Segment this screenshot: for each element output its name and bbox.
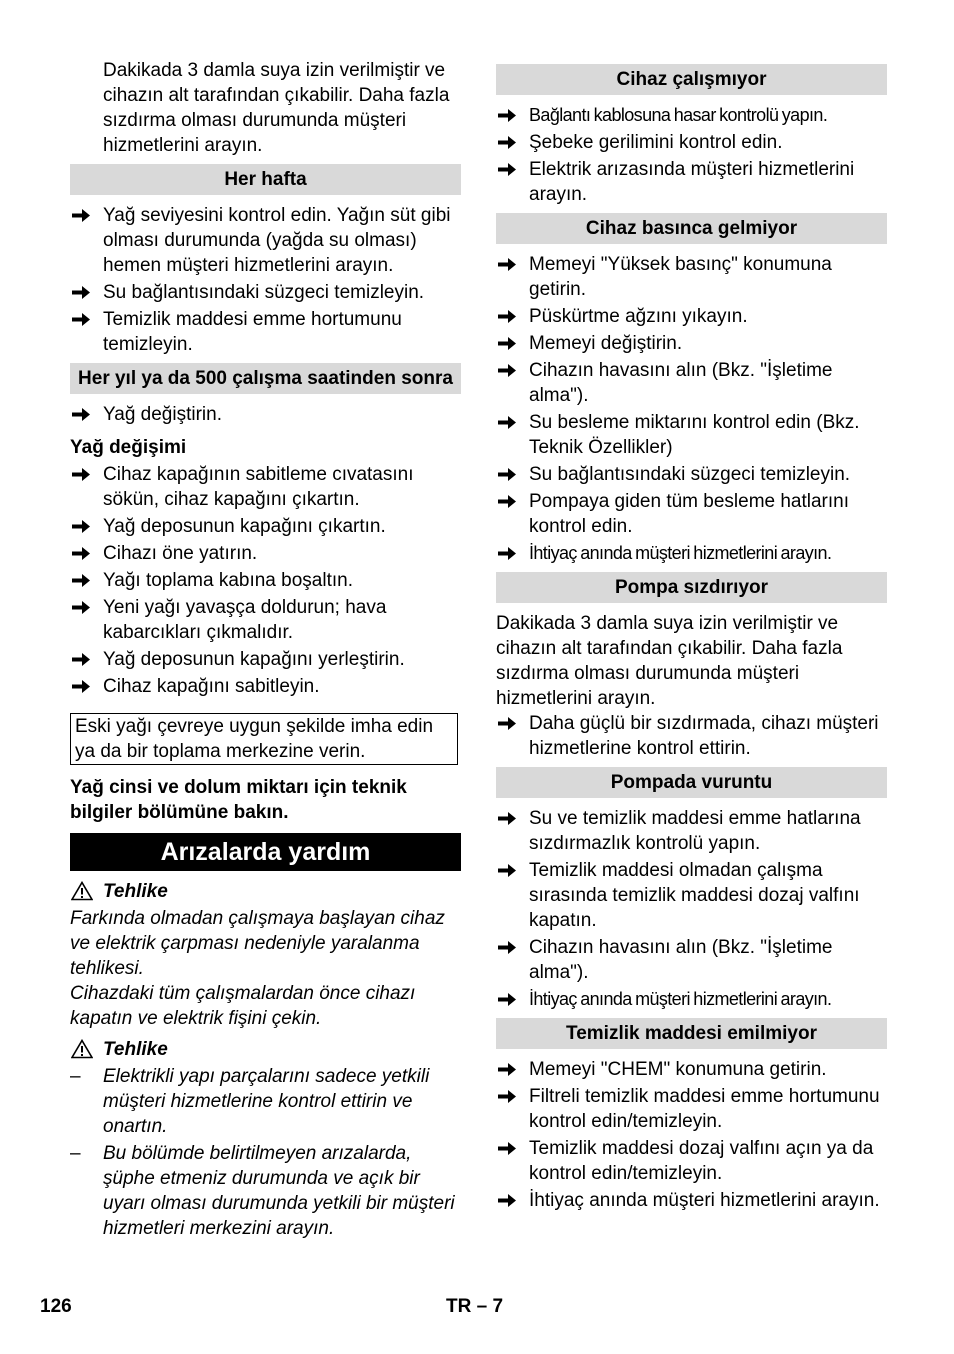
list-item: Memeyi "Yüksek basınç" konumuna getirin. [496, 252, 887, 302]
arrow-right-icon [498, 162, 516, 177]
list-item: Memeyi "CHEM" konumuna getirin. [496, 1057, 887, 1082]
list-item: Yağ deposunun kapağını çıkartın. [70, 514, 461, 539]
section-heading-no-pressure: Cihaz basınca gelmiyor [496, 213, 887, 244]
arrow-right-icon [72, 285, 90, 300]
arrow-right-icon [498, 811, 516, 826]
list-item: Su bağlantısındaki süzgeci temizleyin. [496, 462, 887, 487]
list-item: Yağ seviyesini kontrol edin. Yağın süt gibi olması durumunda (yağda su olması) hemen müşteri hizmetlerini arayın. [70, 203, 461, 278]
danger-text: Cihazdaki tüm çalışmalardan önce cihazı kapatın ve elektrik fişini çekin. [70, 983, 416, 1029]
arrow-right-icon [72, 407, 90, 422]
page-number: 126 [40, 1296, 72, 1317]
language-page-label: TR – 7 [446, 1296, 504, 1317]
dash-item: – Bu bölümde belirtilmeyen arızalarda, şüphe etmeniz durumunda ve açık bir uyarı olması durumunda yetkili bir müşteri hizmetleri merkezini arayın. [70, 1143, 455, 1239]
arrow-right-icon [498, 1193, 516, 1208]
arrow-right-icon [498, 336, 516, 351]
right-column [496, 58, 887, 1215]
oil-change-list [70, 462, 461, 699]
list-item: Daha güçlü bir sızdırmada, cihazı müşteri hizmetlerine kontrol ettirin. [496, 711, 887, 761]
list-item: İhtiyaç anında müşteri hizmetlerini arayın. [496, 987, 887, 1012]
arrow-right-icon [498, 257, 516, 272]
arrow-right-icon [72, 546, 90, 561]
list-item: Yağı toplama kabına boşaltın. [70, 568, 461, 593]
list-item: Cihaz kapağının sabitleme cıvatasını sökün, cihaz kapağını çıkartın. [70, 462, 461, 512]
dash-item: – Elektrikli yapı parçalarını sadece yetkili müşteri hizmetlerine kontrol ettirin ve onartın. [70, 1066, 430, 1137]
intro-text: Dakikada 3 damla suya izin verilmiştir ve cihazın alt tarafından çıkabilir. Daha fazla sızdırma olması durumunda müşteri hizmetlerini arayın. [103, 60, 450, 156]
list-item: Pompaya giden tüm besleme hatlarını kontrol edin. [496, 489, 887, 539]
danger-label: Tehlike [70, 879, 461, 904]
list-item: Püskürtme ağzını yıkayın. [496, 304, 887, 329]
arrow-right-icon [498, 309, 516, 324]
arrow-right-icon [498, 863, 516, 878]
arrow-right-icon [498, 546, 516, 561]
oil-change-heading: Yağ değişimi [70, 437, 187, 458]
section-heading-weekly: Her hafta [70, 164, 461, 195]
list-item: Temizlik maddesi emme hortumunu temizleyin. [70, 307, 461, 357]
list-item: Su ve temizlik maddesi emme hatlarına sızdırmazlık kontrolü yapın. [496, 806, 887, 856]
left-column [70, 58, 461, 1243]
arrow-right-icon [498, 1062, 516, 1077]
arrow-right-icon [498, 467, 516, 482]
danger-label: Tehlike [70, 1037, 461, 1062]
weekly-list [70, 203, 461, 357]
list-item: Bağlantı kablosuna hasar kontrolü yapın. [496, 103, 887, 128]
troubleshooting-heading: Arızalarda yardım [70, 833, 461, 871]
list-item: Yeni yağı yavaşça doldurun; hava kabarcıkları çıkmalıdır. [70, 595, 461, 645]
arrow-right-icon [498, 716, 516, 731]
list-item: Şebeke gerilimini kontrol edin. [496, 130, 887, 155]
section-heading-pump-knocking: Pompada vuruntu [496, 767, 887, 798]
list-item: Elektrik arızasında müşteri hizmetlerini arayın. [496, 157, 887, 207]
list-item: Temizlik maddesi olmadan çalışma sırasında temizlik maddesi dozaj valfını kapatın. [496, 858, 887, 933]
list-item: İhtiyaç anında müşteri hizmetlerini arayın. [496, 541, 887, 566]
oil-type-note: Yağ cinsi ve dolum miktarı için teknik bilgiler bölümüne bakın. [70, 777, 407, 823]
arrow-right-icon [498, 494, 516, 509]
list-item: Cihaz kapağını sabitleyin. [70, 674, 461, 699]
warning-triangle-icon [71, 1039, 93, 1059]
arrow-right-icon [498, 992, 516, 1007]
arrow-right-icon [498, 1141, 516, 1156]
arrow-right-icon [72, 652, 90, 667]
list-item: Memeyi değiştirin. [496, 331, 887, 356]
environment-note-box: Eski yağı çevreye uygun şekilde imha edin ya da bir toplama merkezine verin. [70, 713, 458, 765]
list-item: Yağ değiştirin. [70, 402, 461, 427]
arrow-right-icon [72, 600, 90, 615]
section-heading-no-detergent: Temizlik maddesi emilmiyor [496, 1018, 887, 1049]
list-item: Yağ deposunun kapağını yerleştirin. [70, 647, 461, 672]
list-item: Cihazın havasını alın (Bkz. "İşletime alma"). [496, 935, 887, 985]
section-heading-pump-leaking: Pompa sızdırıyor [496, 572, 887, 603]
list-item: Su besleme miktarını kontrol edin (Bkz. Teknik Özellikler) [496, 410, 887, 460]
arrow-right-icon [72, 519, 90, 534]
arrow-right-icon [498, 363, 516, 378]
list-item: İhtiyaç anında müşteri hizmetlerini arayın. [496, 1188, 887, 1213]
arrow-right-icon [72, 679, 90, 694]
arrow-right-icon [498, 135, 516, 150]
section-heading-not-working: Cihaz çalışmıyor [496, 64, 887, 95]
list-item: Su bağlantısındaki süzgeci temizleyin. [70, 280, 461, 305]
list-item: Filtreli temizlik maddesi emme hortumunu kontrol edin/temizleyin. [496, 1084, 887, 1134]
section-heading-yearly: Her yıl ya da 500 çalışma saatinden sonra [70, 363, 461, 394]
warning-triangle-icon [71, 881, 93, 901]
arrow-right-icon [72, 208, 90, 223]
list-item: Cihazın havasını alın (Bkz. "İşletime alma"). [496, 358, 887, 408]
arrow-right-icon [72, 467, 90, 482]
danger-text: Farkında olmadan çalışmaya başlayan cihaz ve elektrik çarpması nedeniyle yaralanma tehlikesi. [70, 908, 445, 979]
arrow-right-icon [498, 1089, 516, 1104]
arrow-right-icon [72, 573, 90, 588]
list-item: Cihazı öne yatırın. [70, 541, 461, 566]
arrow-right-icon [498, 415, 516, 430]
arrow-right-icon [498, 108, 516, 123]
list-item: Temizlik maddesi dozaj valfını açın ya da kontrol edin/temizleyin. [496, 1136, 887, 1186]
pump-leaking-text: Dakikada 3 damla suya izin verilmiştir ve cihazın alt tarafından çıkabilir. Daha fazla sızdırma olması durumunda müşteri hizmetlerini arayın. [496, 613, 843, 709]
arrow-right-icon [498, 940, 516, 955]
arrow-right-icon [72, 312, 90, 327]
